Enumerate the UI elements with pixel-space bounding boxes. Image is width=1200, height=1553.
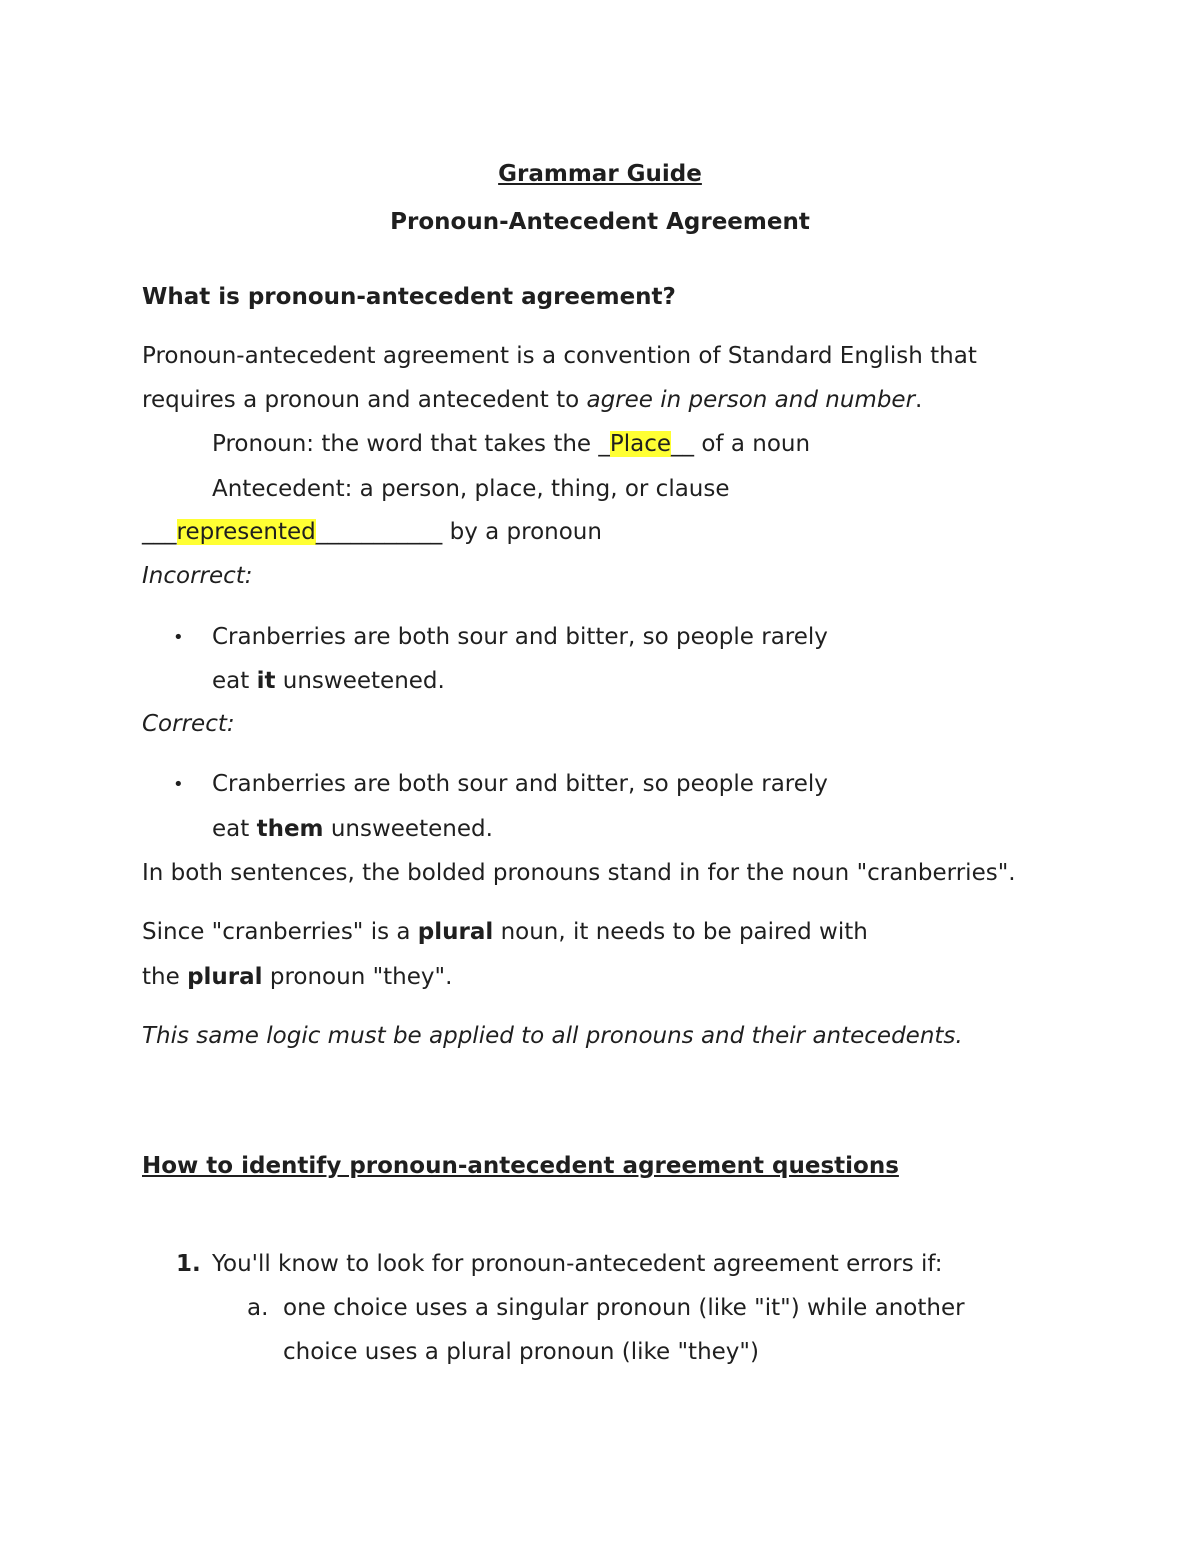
section-heading: How to identify pronoun-antecedent agreement questions — [142, 1153, 899, 1179]
incorrect-pre: eat — [212, 668, 257, 694]
correct-pronoun: them — [256, 816, 324, 842]
correct-example-line-1: Cranberries are both sour and bitter, so people rarely — [212, 771, 828, 797]
explain2-l2-bold: plural — [187, 964, 263, 990]
antecedent-definition: Antecedent: a person, place, thing, or clause — [212, 476, 730, 502]
incorrect-example-line-1: Cranberries are both sour and bitter, so people rarely — [212, 624, 828, 650]
correct-pre: eat — [212, 816, 257, 842]
incorrect-example-line-2 — [212, 667, 445, 695]
antecedent-blank-line — [142, 518, 602, 546]
correct-post: unsweetened. — [323, 816, 493, 842]
pronoun-definition — [212, 430, 810, 458]
pronoun-def-text: Pronoun: the word that takes the _ — [212, 431, 610, 457]
sub-item-a-line-2: choice uses a plural pronoun (like "they") — [283, 1339, 759, 1365]
blank-end: by a pronoun — [442, 519, 602, 545]
correct-example-line-2 — [212, 815, 493, 843]
bullet-icon: • — [173, 774, 184, 795]
sub-item-a-line-1: one choice uses a singular pronoun (like "it") while another — [283, 1295, 965, 1321]
bullet-icon: • — [173, 627, 184, 648]
explain2-bold: plural — [417, 919, 494, 945]
intro-text: requires a pronoun and antecedent to — [142, 387, 587, 413]
intro-line-2 — [142, 386, 922, 414]
incorrect-pronoun: it — [256, 668, 276, 694]
list-number: 1. — [176, 1251, 201, 1277]
document-subtitle: Pronoun-Antecedent Agreement — [390, 209, 810, 235]
blank-trail: ___________ — [315, 519, 443, 545]
antecedent-answer-highlight: represented — [176, 519, 316, 545]
explanation-1: In both sentences, the bolded pronouns stand in for the noun "cranberries". — [142, 860, 1016, 886]
blank-lead: ___ — [142, 519, 177, 545]
correct-label: Correct: — [142, 711, 235, 737]
sub-list-letter: a. — [247, 1295, 269, 1321]
explain2-l2-pre: the — [142, 964, 188, 990]
logic-note: This same logic must be applied to all pronouns and their antecedents. — [142, 1023, 963, 1049]
pronoun-def-end: __ of a noun — [671, 431, 811, 457]
explain2-l2-post: pronoun "they". — [262, 964, 453, 990]
incorrect-post: unsweetened. — [275, 668, 445, 694]
explain2-post: noun, it needs to be paired with — [493, 919, 868, 945]
incorrect-label: Incorrect: — [142, 563, 253, 589]
explanation-2-line-2 — [142, 963, 452, 991]
explanation-2-line-1 — [142, 918, 868, 946]
pronoun-answer-highlight: Place — [609, 431, 672, 457]
intro-period: . — [915, 387, 923, 413]
question-heading: What is pronoun-antecedent agreement? — [142, 284, 676, 310]
explain2-pre: Since "cranberries" is a — [142, 919, 418, 945]
list-item-1: You'll know to look for pronoun-antecedent agreement errors if: — [212, 1251, 943, 1277]
intro-line-1: Pronoun-antecedent agreement is a convention of Standard English that — [142, 343, 977, 369]
intro-emphasis: agree in person and number — [586, 387, 916, 413]
document-title: Grammar Guide — [498, 161, 702, 187]
